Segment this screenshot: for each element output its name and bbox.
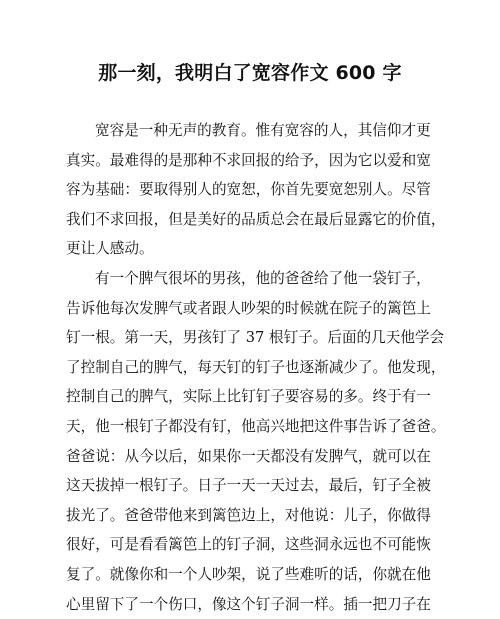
paragraph — [66, 116, 434, 264]
paragraph-line: 心里留下了一个伤口，像这个钉子洞一样。插一把刀子在 — [66, 590, 434, 619]
paragraph-line: 告诉他每次发脾气或者跟人吵架的时候就在院子的篱笆上 — [66, 294, 434, 324]
paragraph-line: 了控制自己的脾气，每天钉的钉子也逐渐减少了。他发现， — [66, 353, 434, 383]
document-body — [66, 116, 434, 619]
paragraph-line: 我们不求回报，但是美好的品质总会在最后显露它的价值， — [66, 205, 434, 235]
paragraph-line: 天，他一根钉子都没有钉，他高兴地把这件事告诉了爸爸。 — [66, 412, 434, 442]
paragraph-line: 有一个脾气很坏的男孩，他的爸爸给了他一袋钉子， — [66, 264, 434, 294]
paragraph-line: 爸爸说：从今以后，如果你一天都没有发脾气，就可以在 — [66, 442, 434, 472]
paragraph — [66, 264, 434, 619]
paragraph-line: 控制自己的脾气，实际上比钉钉子要容易的多。终于有一 — [66, 382, 434, 412]
paragraph-line: 拔光了。爸爸带他来到篱笆边上，对他说：儿子，你做得 — [66, 501, 434, 531]
paragraph-line: 更让人感动。 — [66, 234, 434, 264]
paragraph-line: 很好，可是看看篱笆上的钉子洞，这些洞永远也不可能恢 — [66, 530, 434, 560]
paragraph-line: 宽容是一种无声的教育。惟有宽容的人，其信仰才更 — [66, 116, 434, 146]
paragraph-line: 真实。最难得的是那种不求回报的给予，因为它以爱和宽 — [66, 146, 434, 176]
document-title: 那一刻，我明白了宽容作文 600 字 — [0, 58, 500, 85]
paragraph-line: 钉一根。第一天，男孩钉了 37 根钉子。后面的几天他学会 — [66, 323, 434, 353]
paragraph-line: 这天拔掉一根钉子。日子一天一天过去，最后，钉子全被 — [66, 471, 434, 501]
paragraph-line: 复了。就像你和一个人吵架，说了些难听的话，你就在他 — [66, 560, 434, 590]
paragraph-line: 容为基础：要取得别人的宽恕，你首先要宽恕别人。尽管 — [66, 175, 434, 205]
